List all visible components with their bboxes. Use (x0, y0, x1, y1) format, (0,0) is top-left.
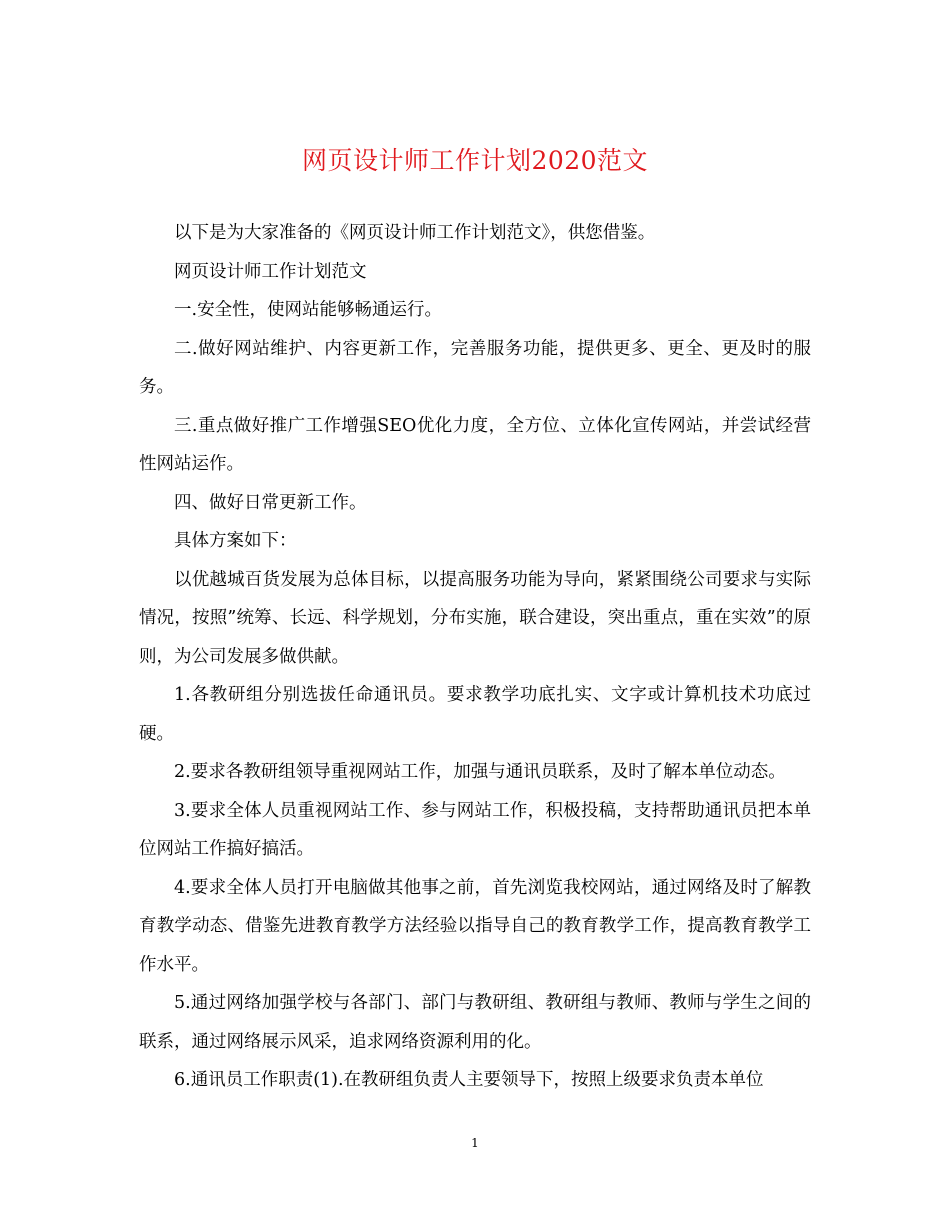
page-number: 1 (471, 1136, 479, 1150)
paragraph: 以下是为大家准备的《网页设计师工作计划范文》，供您借鉴。 (174, 223, 656, 243)
paragraph: 一.安全性，使网站能够畅通运行。 (174, 300, 443, 320)
paragraph: 以优越城百货发展为总体目标，以提高服务功能为导向，紧紧围绕公司要求与实际情况，按照”统筹、长远、科学规划，分布实施，联合建设，突出重点，重在实效”的原则，为公司发展多做供献。 (139, 569, 811, 667)
paragraph: 二.做好网站维护、内容更新工作，完善服务功能，提供更多、更全、更及时的服务。 (139, 338, 811, 397)
document-title: 网页设计师工作计划2020范文 (301, 146, 649, 175)
document-body (139, 214, 811, 1100)
paragraph: 三.重点做好推广工作增强SEO优化力度，全方位、立体化宣传网站，并尝试经营性网站运作。 (139, 415, 811, 474)
paragraph: 2.要求各教研组领导重视网站工作，加强与通讯员联系，及时了解本单位动态。 (174, 762, 786, 782)
paragraph: 网页设计师工作计划范文 (174, 261, 367, 282)
paragraph: 1.各教研组分别选拔任命通讯员。要求教学功底扎实、文字或计算机技术功底过硬。 (139, 685, 811, 744)
paragraph: 4.要求全体人员打开电脑做其他事之前，首先浏览我校网站，通过网络及时了解教育教学动态、借鉴先进教育教学方法经验以指导自己的教育教学工作，提高教育教学工作水平。 (139, 877, 811, 975)
paragraph: 具体方案如下： (174, 531, 297, 551)
paragraph: 6.通讯员工作职责(1).在教研组负责人主要领导下，按照上级要求负责本单位 (174, 1070, 764, 1090)
paragraph: 3.要求全体人员重视网站工作、参与网站工作，积极投稿，支持帮助通讯员把本单位网站工作搞好搞活。 (139, 800, 811, 859)
paragraph: 5.通过网络加强学校与各部门、部门与教研组、教研组与教师、教师与学生之间的联系，通过网络展示风采，追求网络资源利用的化。 (139, 993, 811, 1052)
paragraph: 四、做好日常更新工作。 (174, 492, 367, 513)
